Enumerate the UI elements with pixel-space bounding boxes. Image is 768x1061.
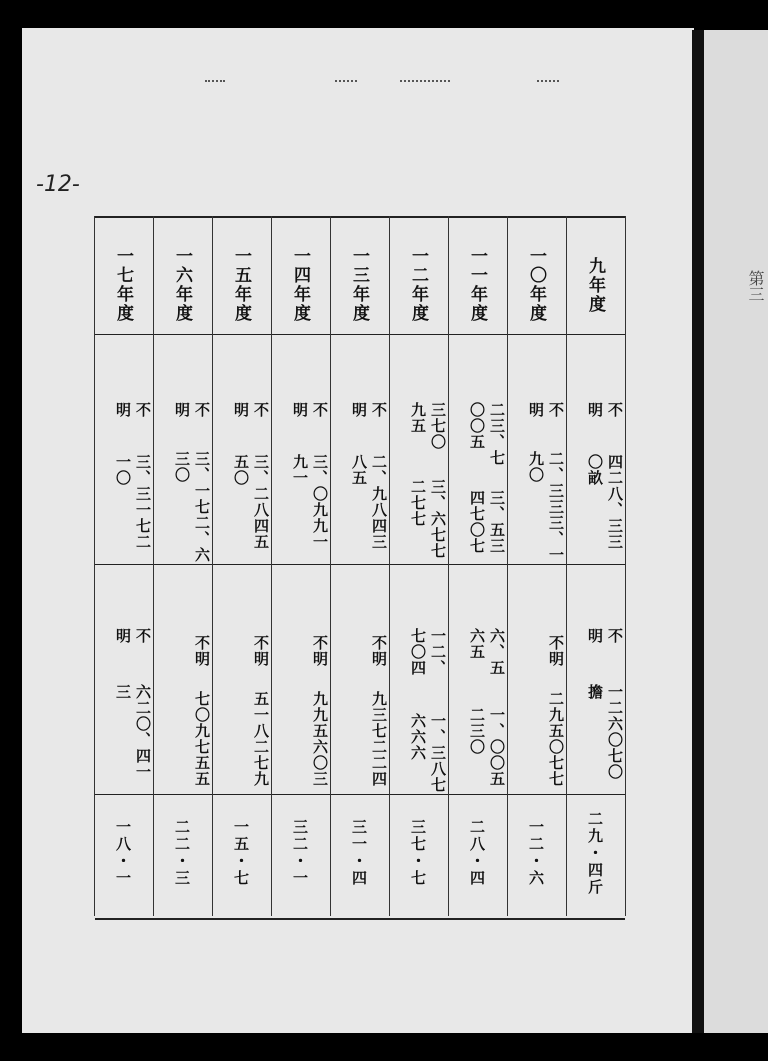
header-smudge	[205, 80, 225, 85]
yield-value: 二九五〇七七	[547, 691, 565, 787]
area-value: 四二八、三三〇畝	[586, 453, 624, 550]
table-column	[94, 216, 153, 916]
year-cell: 一一年度	[467, 247, 487, 323]
yield-value: 六二〇、四一三	[114, 683, 152, 780]
yield-per-mu-cell: 一五・七	[232, 819, 250, 887]
table-column-rule	[625, 216, 626, 916]
yield-cell	[507, 568, 566, 794]
table-bottom-rule	[95, 918, 625, 920]
yield-per-mu-cell: 三二・一	[291, 819, 309, 887]
table-column	[153, 216, 212, 916]
yield-value: 七〇九七五五	[193, 691, 211, 787]
year-cell: 一七年度	[113, 247, 133, 323]
year-cell: 一二年度	[408, 247, 428, 323]
yield-value: 九九五六〇三	[311, 691, 329, 787]
yield-value: 一、三八七六六六	[409, 712, 447, 793]
statistics-table	[95, 216, 625, 922]
yield-note-value: 不明	[547, 635, 565, 667]
yield-cell	[389, 568, 448, 794]
yield-per-mu-cell: 一八・一	[114, 819, 132, 887]
page-number: -12-	[36, 172, 80, 197]
area-value: 三、二八四五五〇	[232, 453, 270, 550]
page-gutter	[692, 30, 704, 1033]
table-column	[271, 216, 330, 916]
header-smudge	[400, 80, 450, 85]
area-note-value: 不明	[291, 402, 329, 418]
area-value: 三、〇九九一九一	[291, 453, 329, 550]
yield-note-value: 不明	[370, 635, 388, 667]
yield-note-value: 不明	[114, 628, 152, 644]
area-note-value: 二三、七〇〇五	[468, 402, 506, 466]
table-column	[212, 216, 271, 916]
adjacent-page-text: 第三	[746, 270, 765, 302]
table-column	[448, 216, 507, 916]
yield-value: 九三七二二四	[370, 691, 388, 787]
yield-cell	[212, 568, 271, 794]
area-cell	[507, 342, 566, 564]
table-column	[389, 216, 448, 916]
area-value: 二、九八四三八五	[350, 453, 388, 550]
area-note-value: 不明	[350, 402, 388, 418]
yield-per-mu-cell: 一二・六	[527, 819, 545, 887]
area-value: 三、五三四七〇七	[468, 490, 506, 555]
yield-note-value: 不明	[586, 628, 624, 644]
header-smudge	[335, 80, 357, 85]
yield-note-value: 不明	[311, 635, 329, 667]
yield-per-mu-cell: 二九・四斤	[586, 810, 604, 896]
yield-value: 一、〇〇五二三〇	[468, 706, 506, 787]
yield-cell	[566, 568, 625, 794]
area-cell	[153, 342, 212, 564]
yield-cell	[448, 568, 507, 794]
year-cell: 一五年度	[231, 247, 251, 323]
yield-note-value: 不明	[252, 635, 270, 667]
yield-value: 一二六〇七〇擔	[586, 683, 624, 780]
yield-note-value: 不明	[193, 635, 211, 667]
area-cell	[389, 342, 448, 564]
area-cell	[212, 342, 271, 564]
area-note-value: 不明	[173, 402, 211, 418]
area-cell	[566, 342, 625, 564]
table-column	[566, 216, 625, 916]
yield-cell	[153, 568, 212, 794]
yield-cell	[271, 568, 330, 794]
area-note-value: 不明	[527, 402, 565, 418]
yield-note-value: 六、五六五	[468, 628, 506, 676]
area-note-value: 不明	[114, 402, 152, 418]
area-note-value: 不明	[586, 402, 624, 418]
area-cell	[330, 342, 389, 564]
year-cell: 一〇年度	[526, 247, 546, 323]
yield-per-mu-cell: 二八・四	[468, 819, 486, 887]
area-value: 二、三三三、一九〇	[527, 451, 565, 564]
year-cell: 九年度	[585, 256, 605, 314]
table-column	[507, 216, 566, 916]
adjacent-page-edge	[704, 30, 768, 1033]
area-cell	[448, 342, 507, 564]
area-value: 三、六七七二七七	[409, 479, 447, 560]
yield-per-mu-cell: 三一・四	[350, 819, 368, 887]
area-cell	[271, 342, 330, 564]
year-cell: 一三年度	[349, 247, 369, 323]
table-column	[330, 216, 389, 916]
yield-note-value: 一二、七〇四	[409, 628, 447, 676]
yield-cell	[330, 568, 389, 794]
area-note-value: 不明	[232, 402, 270, 418]
area-cell	[94, 342, 153, 564]
yield-cell	[94, 568, 153, 794]
yield-per-mu-cell: 二二・三	[173, 819, 191, 887]
header-smudge	[537, 80, 559, 85]
area-note-value: 三七〇九五	[409, 402, 447, 450]
year-cell: 一四年度	[290, 247, 310, 323]
area-value: 三、一七二、六三〇	[173, 451, 211, 564]
yield-per-mu-cell: 三七・七	[409, 819, 427, 887]
yield-value: 五一八二七九	[252, 691, 270, 787]
area-value: 三、三一七二一〇	[114, 453, 152, 550]
year-cell: 一六年度	[172, 247, 192, 323]
